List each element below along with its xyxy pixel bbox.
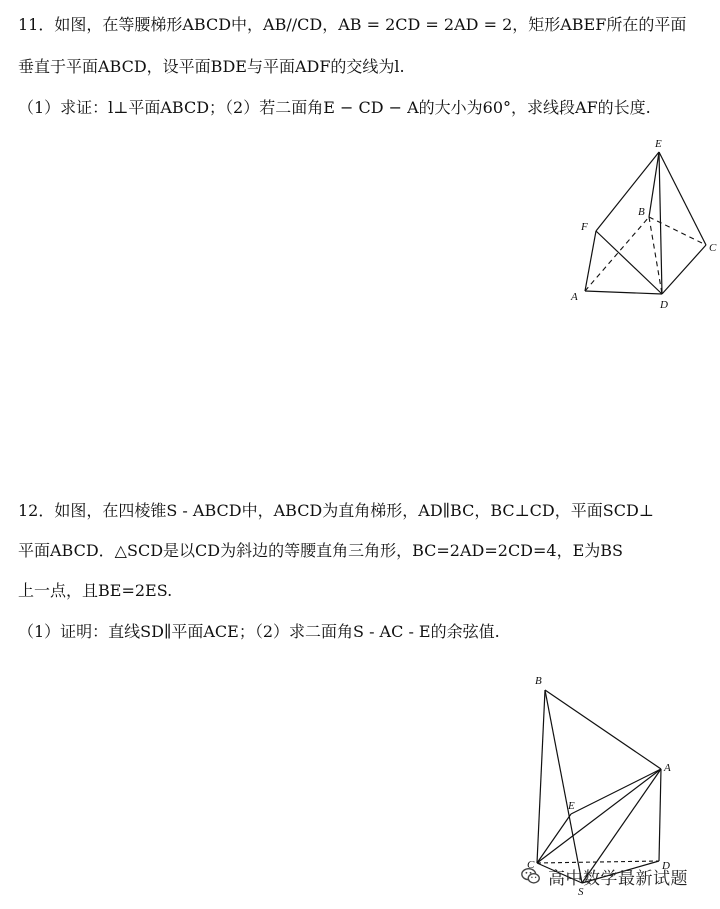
edge-AD [585,291,662,294]
label-E: E [568,800,575,812]
label-A: A [664,762,671,774]
edge-BS [545,690,582,883]
watermark-text: 高中数学最新试题 [548,868,688,889]
label-E: E [655,138,662,150]
label-D: D [662,860,670,872]
problem-11-line-1: 11．如图，在等腰梯形ABCD中，AB//CD，AB = 2CD = 2AD = 2，矩形ABEF所在的平面 [18,15,687,34]
edge-AD [659,769,661,861]
problem-12-line-1: 12．如图，在四棱锥S - ABCD中，ABCD为直角梯形，AD∥BC，BC⊥CD，平面SCD⊥ [18,501,654,520]
problem-11-line-2: 垂直于平面ABCD，设平面BDE与平面ADF的交线为l. [18,57,405,76]
label-A: A [571,291,578,303]
label-S: S [578,886,584,898]
edge-FA [585,231,596,291]
problem-12-line-4: （1）证明：直线SD∥平面ACE；（2）求二面角S - AC - E的余弦值. [18,622,500,641]
label-C: C [527,859,535,871]
label-D: D [660,299,668,311]
label-F: F [581,221,588,233]
problem-11-line-3: （1）求证：l⊥平面ABCD；（2）若二面角E − CD − A的大小为60°，求线段AF的长度. [18,98,651,117]
wechat-icon [520,865,542,887]
problem-12-line-2: 平面ABCD．△SCD是以CD为斜边的等腰直角三角形，BC=2AD=2CD=4，E为BS [18,541,623,560]
label-B: B [535,675,542,687]
edge-EC [659,152,706,245]
problem-11-figure [565,135,720,315]
hidden-edge-BC [649,217,706,245]
edge-AE [571,769,661,814]
edge-BA [545,690,661,769]
label-B: B [638,206,645,218]
hidden-edge-AB [585,217,649,291]
edge-CE [537,814,571,863]
label-C: C [709,242,717,254]
edge-DC [662,245,706,294]
watermark [520,862,688,890]
edge-AC [537,769,661,863]
problem-12-line-3: 上一点，且BE=2ES. [18,581,173,600]
edge-BC [537,690,545,863]
